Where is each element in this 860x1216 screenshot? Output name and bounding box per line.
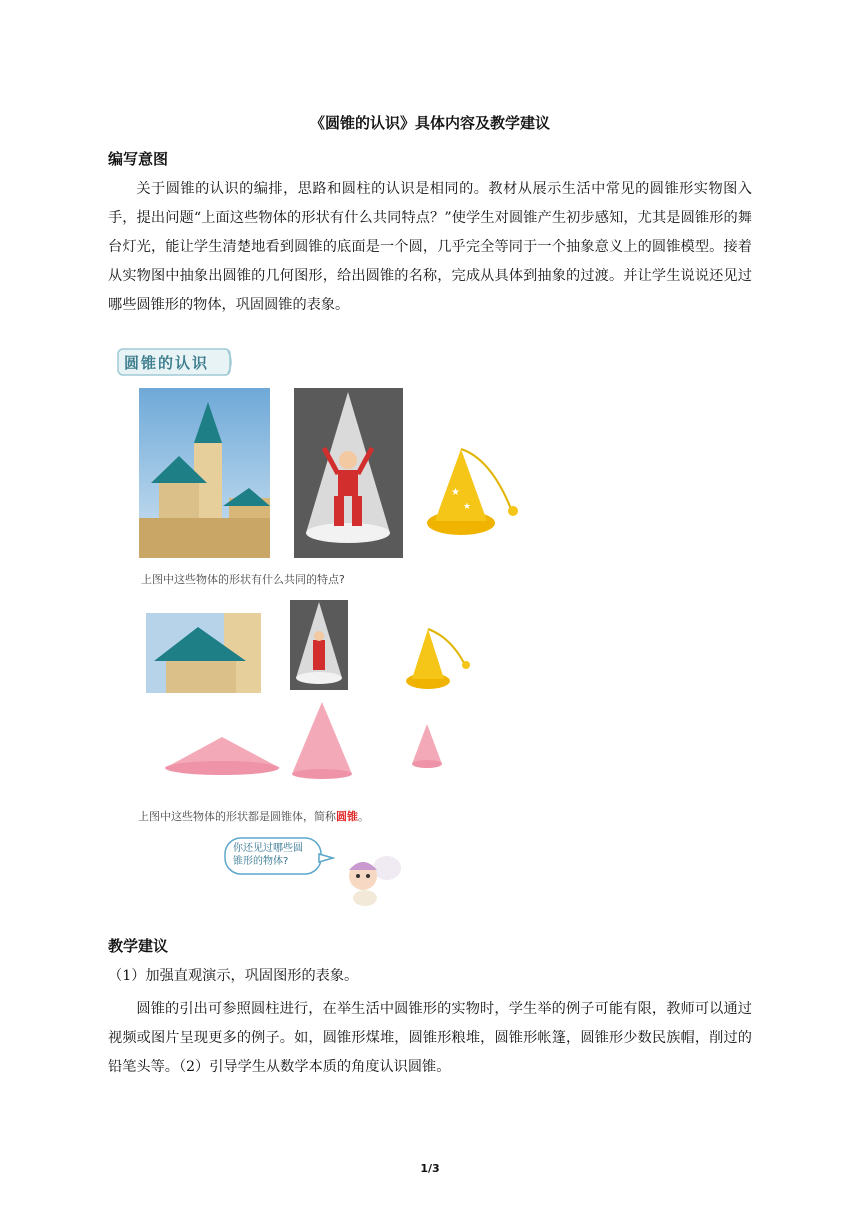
castle-tower-crop: [146, 613, 261, 693]
hat-crop: [404, 627, 474, 692]
castle-icon: [139, 388, 270, 558]
castle-photo: [139, 388, 270, 558]
conclusion-term: 圆锥: [336, 810, 358, 823]
page-number: 1/3: [420, 1162, 440, 1175]
spotlight-photo: [294, 388, 403, 558]
wizard-hat-image: [425, 445, 520, 540]
tower-icon: [146, 613, 261, 693]
svg-text:★: ★: [463, 502, 472, 512]
speech-bubble: [223, 836, 323, 876]
spotlight-dancer-icon: [294, 388, 403, 558]
spotlight-crop: [290, 600, 348, 690]
conclusion-suffix: 。: [358, 810, 369, 823]
cones-icon: [160, 700, 460, 780]
svg-text:★: ★: [451, 487, 460, 498]
intent-paragraph: 关于圆锥的认识的编排，思路和圆柱的认识是相同的。教材从展示生活中常见的圆锥形实物图入手，提出问题“上面这些物体的形状有什么共同特点？”使学生对圆锥产生初步感知，尤其是圆锥形的舞台灯光，能让学生清楚地看到圆锥的底面是一个圆，几乎完全等同于一个抽象意义上的圆锥模型。接着从实物图中抽象出圆锥的几何图形，给出圆锥的名称，完成从具体到抽象的过渡。并让学生说说还见过哪些圆锥形的物体，巩固圆锥的表象。: [108, 181, 752, 313]
textbook-question: 上图中这些物体的形状有什么共同的特点?: [141, 573, 345, 586]
angel-icon: [335, 848, 405, 908]
bubble-text: 你还见过哪些圆锥形的物体?: [233, 843, 303, 867]
section-heading-intent: 编写意图: [108, 150, 169, 168]
conclusion-prefix: 上图中这些物体的形状都是圆锥体，简称: [138, 810, 336, 823]
geometric-cones: [160, 700, 460, 780]
suggestion-item-1: （1）加强直观演示，巩固图形的表象。: [108, 968, 359, 984]
hat-small-icon: [404, 627, 474, 692]
lesson-banner: [116, 346, 236, 378]
banner-text: 圆锥的认识: [124, 354, 210, 372]
angel-character: [335, 848, 405, 908]
suggestions-paragraph: 圆锥的引出可参照圆柱进行，在举生活中圆锥形的实物时，学生举的例子可能有限，教师可以通过视频或图片呈现更多的例子。如，圆锥形煤堆，圆锥形粮堆，圆锥形帐篷，圆锥形少数民族帽，削过的铅笔头等。（2）引导学生从数学本质的角度认识圆锥。: [108, 1001, 752, 1075]
hat-icon: [425, 445, 520, 540]
textbook-conclusion: [138, 808, 369, 824]
spotlight-small-icon: [290, 600, 348, 690]
section-heading-suggestions: 教学建议: [108, 937, 169, 955]
page-title: 《圆锥的认识》具体内容及教学建议: [309, 114, 550, 132]
